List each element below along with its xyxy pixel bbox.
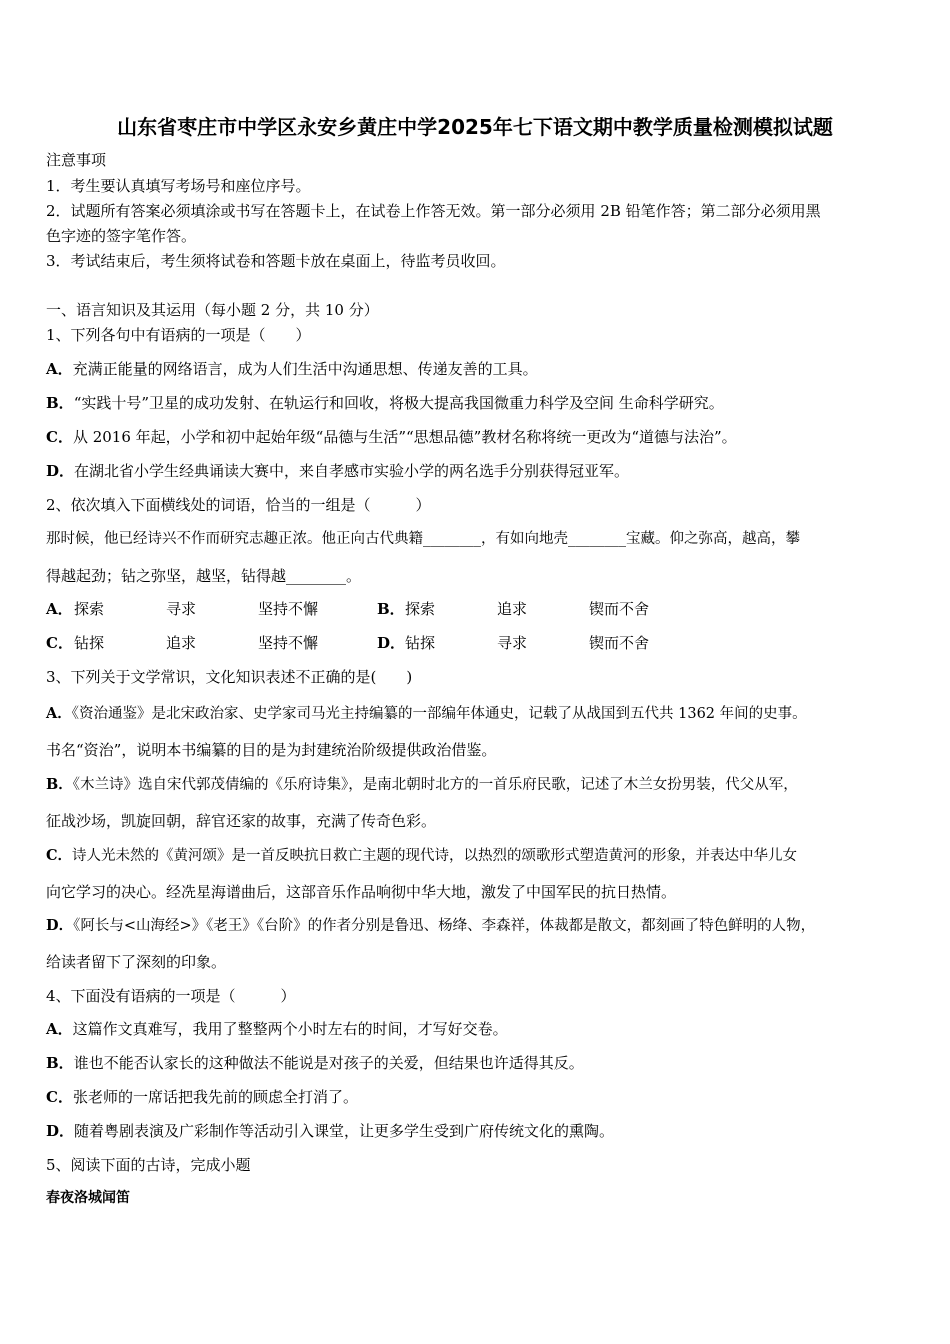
option-word: 锲而不舍 <box>589 600 650 618</box>
question-2-passage-line-1: 那时候，他已经诗兴不作而研究志趣正浓。他正向古代典籍________，有如向地壳________宝藏。仰之弥高，越高，攀 <box>46 531 800 547</box>
question-3-option-c <box>46 846 797 866</box>
option-label: A． <box>46 1020 73 1038</box>
question-4-option-c <box>46 1087 358 1107</box>
option-label: A． <box>46 600 73 618</box>
option-label: D． <box>46 917 74 934</box>
question-3-option-b <box>46 775 798 795</box>
question-4-option-b <box>46 1053 584 1073</box>
question-3-option-b-cont: 征战沙场，凯旋回朝，辞官还家的故事，充满了传奇色彩。 <box>46 812 437 830</box>
question-3-option-d-cont: 给读者留下了深刻的印象。 <box>46 953 227 971</box>
question-3-option-d <box>46 916 815 936</box>
question-4-stem: 4、下面没有语病的一项是（ ） <box>46 987 296 1005</box>
option-word: 探索 <box>405 600 436 618</box>
option-label: B． <box>377 600 405 618</box>
question-3-option-a-cont: 书名“资治”，说明本书编纂的目的是为封建统治阶级提供政治借鉴。 <box>46 741 497 759</box>
question-3-option-c-cont: 向它学习的决心。经冼星海谱曲后，这部音乐作品响彻中华大地，激发了中国军民的抗日热情。 <box>46 883 677 901</box>
option-word: 追求 <box>497 600 528 618</box>
option-label: D． <box>46 462 75 480</box>
exam-title: 山东省枣庄市中学区永安乡黄庄中学2025年七下语文期中教学质量检测模拟试题 <box>117 115 833 139</box>
question-2-options-row-2 <box>46 633 649 653</box>
question-3-option-a <box>46 704 807 724</box>
option-label: A． <box>46 360 73 378</box>
option-label: C． <box>46 428 73 446</box>
option-label: C． <box>46 847 73 864</box>
question-1-option-d <box>46 461 629 481</box>
option-text: 从 2016 年起，小学和初中起始年级“品德与生活”“思想品德”教材名称将统一更改为“道德与法治”。 <box>72 428 737 446</box>
question-1-option-a <box>46 359 538 379</box>
question-4-option-d <box>46 1121 614 1141</box>
option-label: D． <box>46 1122 75 1140</box>
option-word: 追求 <box>166 634 197 652</box>
question-3-stem: 3、下列关于文学常识，文化知识表述不正确的是( ) <box>46 668 413 686</box>
option-text: 《木兰诗》选自宋代郭茂倩编的《乐府诗集》，是南北朝时北方的一首乐府民歌，记述了木兰女扮男装，代父从军， <box>72 777 798 793</box>
section-heading: 一、语言知识及其运用（每小题 2 分，共 10 分） <box>46 301 379 319</box>
question-4-option-a <box>46 1019 508 1039</box>
question-2-stem: 2、依次填入下面横线处的词语，恰当的一组是（ ） <box>46 496 431 514</box>
option-word: 寻求 <box>166 600 197 618</box>
option-word: 探索 <box>74 600 105 618</box>
option-label: B． <box>46 1054 74 1072</box>
option-text: “实践十号”卫星的成功发射、在轨运行和回收，将极大提高我国微重力科学及空间 生命科学研究。 <box>73 394 724 412</box>
option-text: 谁也不能否认家长的这种做法不能说是对孩子的关爱，但结果也许适得其反。 <box>73 1054 584 1072</box>
notice-item-2-cont: 色字迹的签字笔作答。 <box>46 227 197 245</box>
option-text: 这篇作文真难写，我用了整整两个小时左右的时间，才写好交卷。 <box>72 1020 508 1038</box>
option-text: 充满正能量的网络语言，成为人们生活中沟通思想、传递友善的工具。 <box>72 360 538 378</box>
option-text: 《阿长与<山海经>》《老王》《台阶》的作者分别是鲁迅、杨绛、李森祥，体裁都是散文，都刻画了特色鲜明的人物， <box>73 918 816 934</box>
option-text: 张老师的一席话把我先前的顾虑全打消了。 <box>72 1088 358 1106</box>
option-word: 坚持不懈 <box>258 634 319 652</box>
option-word: 钻探 <box>405 634 436 652</box>
notice-item-2: 2．试题所有答案必须填涂或书写在答题卡上，在试卷上作答无效。第一部分必须用 2B 铅笔作答；第二部分必须用黑 <box>46 202 821 220</box>
option-label: B． <box>46 776 73 793</box>
option-label: B． <box>46 394 74 412</box>
option-text: 随着粤剧表演及广彩制作等活动引入课堂，让更多学生受到广府传统文化的熏陶。 <box>74 1122 615 1140</box>
question-5-stem: 5、阅读下面的古诗，完成小题 <box>46 1156 251 1174</box>
option-label: D． <box>377 634 406 652</box>
notice-heading: 注意事项 <box>46 151 107 169</box>
option-label: C． <box>46 634 73 652</box>
option-word: 坚持不懈 <box>258 600 319 618</box>
option-word: 锲而不舍 <box>589 634 650 652</box>
option-text: 诗人光未然的《黄河颂》是一首反映抗日救亡主题的现代诗，以热烈的颂歌形式塑造黄河的形象，并表达中华儿女 <box>72 848 798 864</box>
option-text: 在湖北省小学生经典诵读大赛中，来自孝感市实验小学的两名选手分别获得冠亚军。 <box>74 462 630 480</box>
question-1-stem: 1、下列各句中有语病的一项是（ ） <box>46 326 311 344</box>
option-label: C． <box>46 1088 73 1106</box>
question-2-options-row-1 <box>46 599 649 619</box>
notice-item-3: 3．考试结束后，考生须将试卷和答题卡放在桌面上，待监考员收回。 <box>46 252 506 270</box>
option-label: A． <box>46 705 72 722</box>
option-word: 钻探 <box>74 634 105 652</box>
question-1-option-c <box>46 427 737 447</box>
notice-item-1: 1．考生要认真填写考场号和座位序号。 <box>46 177 311 195</box>
poem-title: 春夜洛城闻笛 <box>46 1190 130 1206</box>
question-2-passage-line-2: 得越起劲；钻之弥坚，越坚，钻得越________。 <box>46 567 362 585</box>
option-text: 《资治通鉴》是北宋政治家、史学家司马光主持编纂的一部编年体通史，记载了从战国到五代共 1362 年间的史事。 <box>71 706 807 722</box>
question-1-option-b <box>46 393 724 413</box>
option-word: 寻求 <box>497 634 528 652</box>
